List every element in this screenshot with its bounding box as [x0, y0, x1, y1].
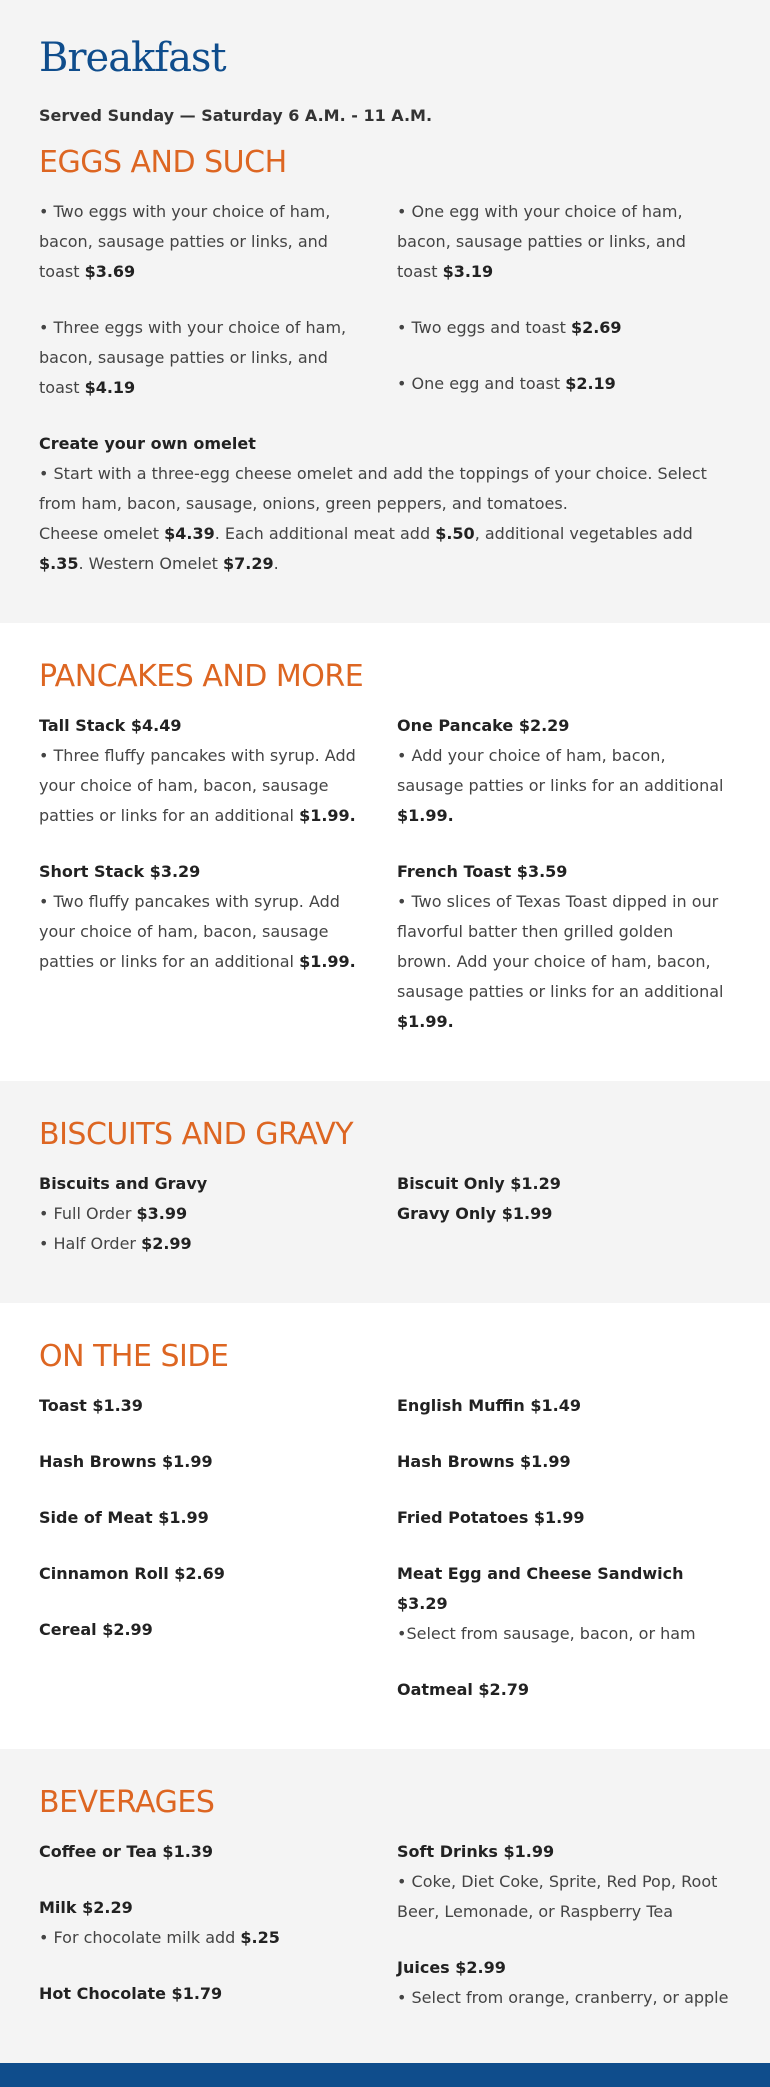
menu-item: • Two eggs and toast $2.69 [397, 318, 622, 337]
menu-item: English Muffin $1.49 [397, 1396, 581, 1415]
menu-item: Biscuit Only $1.29 Gravy Only $1.99 [397, 1174, 561, 1223]
omelet-title: Create your own omelet [39, 434, 256, 453]
pancakes-heading: PANCAKES AND MORE [39, 659, 364, 694]
beverages-section [0, 1749, 770, 2063]
omelet-prices: Cheese omelet $4.39. Each additional meat add $.50, additional vegetables add $.35. Western Omelet $7.29. [39, 524, 693, 573]
omelet-desc: • Start with a three-egg cheese omelet and add the toppings of your choice. Select from ham, bacon, sausage, onions, green peppers, and tomatoes. [39, 464, 707, 513]
menu-item: Hash Browns $1.99 [397, 1452, 571, 1471]
eggs-section [0, 0, 770, 623]
biscuits-section [0, 1081, 770, 1303]
menu-item: Biscuits and Gravy • Full Order $3.99 • Half Order $2.99 [39, 1174, 208, 1253]
menu-item: French Toast $3.59 • Two slices of Texas Toast dipped in our flavorful batter then grilled golden brown. Add your choice of ham, bacon, sausage patties or links for an additional $1.99. [397, 862, 724, 1031]
menu-item: Meat Egg and Cheese Sandwich $3.29 •Select from sausage, bacon, or ham [397, 1564, 696, 1643]
menu-item: Fried Potatoes $1.99 [397, 1508, 585, 1527]
menu-item: Milk $2.29 • For chocolate milk add $.25 [39, 1898, 280, 1947]
menu-item: Hash Browns $1.99 [39, 1452, 213, 1471]
eggs-heading: EGGS AND SUCH [39, 145, 287, 180]
menu-item: Cinnamon Roll $2.69 [39, 1564, 225, 1583]
menu-item: Tall Stack $4.49 • Three fluffy pancakes with syrup. Add your choice of ham, bacon, sausage patties or links for an additional $1.99. [39, 716, 356, 825]
menu-item: Cereal $2.99 [39, 1620, 153, 1639]
menu-item: Hot Chocolate $1.79 [39, 1984, 223, 2003]
menu-item: Oatmeal $2.79 [397, 1680, 530, 1699]
omelet-item [39, 429, 731, 579]
menu-item: Juices $2.99 • Select from orange, cranberry, or apple [397, 1958, 729, 2007]
menu-item: • One egg with your choice of ham, bacon, sausage patties or links, and toast $3.19 [397, 202, 686, 281]
beverages-heading: BEVERAGES [39, 1785, 215, 1820]
menu-item: • Two eggs with your choice of ham, bacon, sausage patties or links, and toast $3.69 [39, 202, 331, 281]
served-hours: Served Sunday — Saturday 6 A.M. - 11 A.M. [39, 106, 433, 125]
menu-item: Soft Drinks $1.99 • Coke, Diet Coke, Sprite, Red Pop, Root Beer, Lemonade, or Raspberry Tea [397, 1842, 718, 1921]
footer-bar [0, 2063, 770, 2087]
menu-item: • Three eggs with your choice of ham, bacon, sausage patties or links, and toast $4.19 [39, 318, 347, 397]
biscuits-heading: BISCUITS AND GRAVY [39, 1117, 354, 1152]
menu-item: Short Stack $3.29 • Two fluffy pancakes with syrup. Add your choice of ham, bacon, sausage patties or links for an additional $1.99. [39, 862, 356, 971]
menu-item: • One egg and toast $2.19 [397, 374, 616, 393]
menu-item: Toast $1.39 [39, 1396, 143, 1415]
pancakes-section [0, 623, 770, 1081]
page-title: Breakfast [39, 35, 226, 81]
menu-item: Coffee or Tea $1.39 [39, 1842, 214, 1861]
side-section [0, 1303, 770, 1749]
menu-item: One Pancake $2.29 • Add your choice of ham, bacon, sausage patties or links for an additional $1.99. [397, 716, 724, 825]
menu-item: Side of Meat $1.99 [39, 1508, 209, 1527]
side-heading: ON THE SIDE [39, 1339, 229, 1374]
